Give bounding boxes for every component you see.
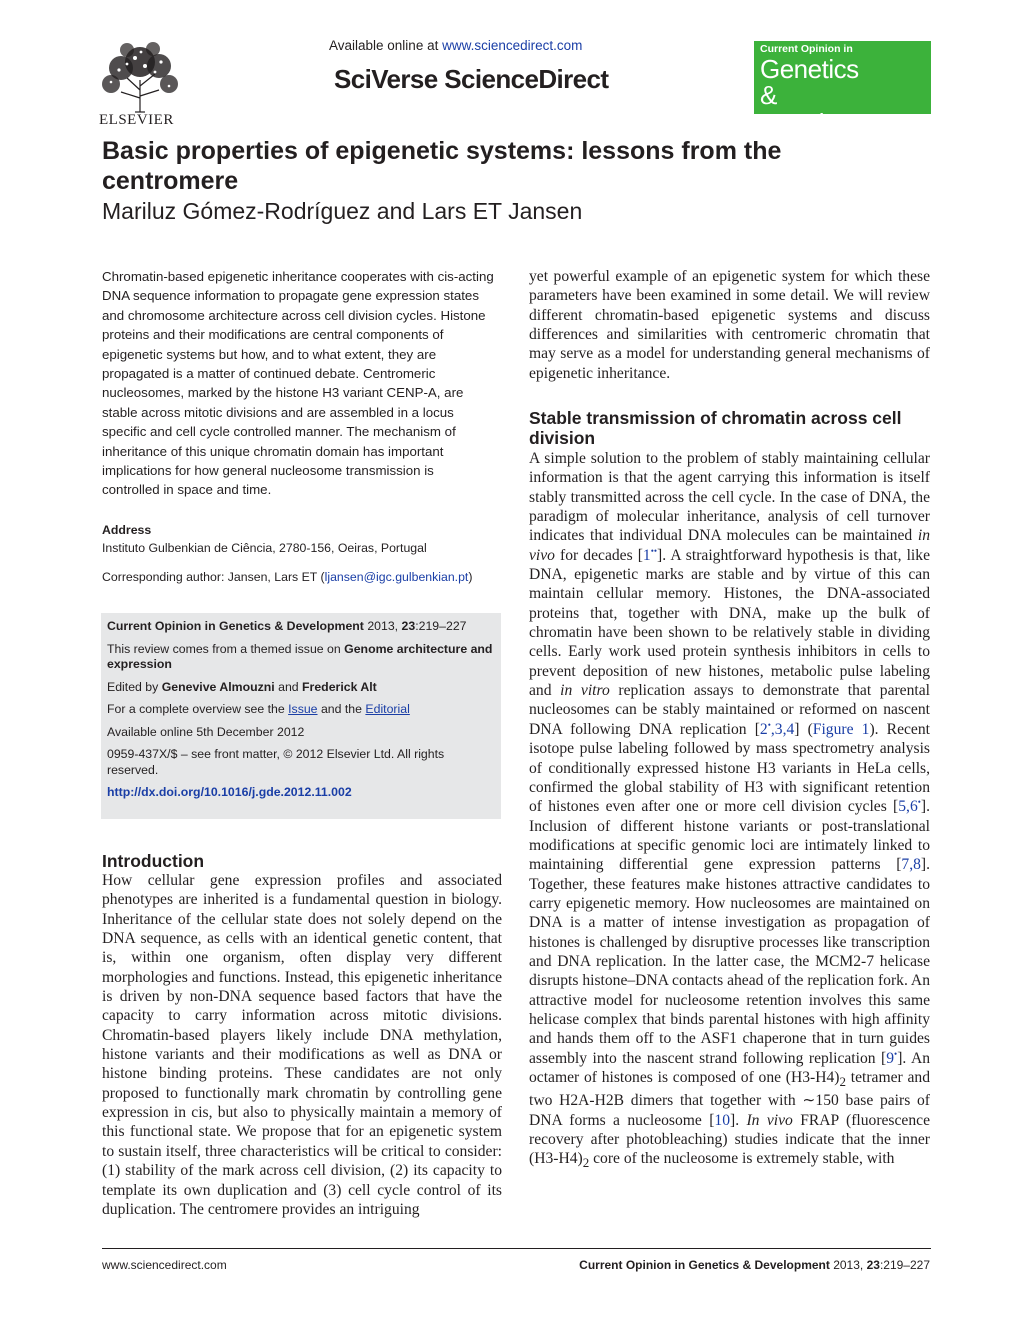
text-segment: A simple solution to the problem of stably maintaining cellular information is that the agent carrying this information is itself stably transmitted across the cell cycle. In the case of DNA, the paradigm of molecular inheritance, analysis of cell turnover indicates that individual DNA molecules can be maintained xyxy=(529,450,930,545)
stable-transmission-heading: Stable transmission of chromatin across cell division xyxy=(529,408,902,448)
theme-prefix: This review comes from a themed issue on xyxy=(107,641,345,656)
footer-divider xyxy=(102,1248,931,1249)
text-segment: replication assays to demonstrate that parental nucleosomes can be stably maintained or reformed on nascent DNA following DNA replication [ xyxy=(529,682,930,738)
editor-1: Genevive Almouzni xyxy=(161,679,275,694)
journal-logo xyxy=(754,41,931,138)
overview-mid: and the xyxy=(317,702,366,716)
reference-link[interactable]: 2 xyxy=(759,720,768,738)
footer-citation xyxy=(579,1258,930,1272)
corresponding-suffix: ) xyxy=(468,570,473,584)
text-segment: ]. Together, these features make histones attractive candidates to carry epigenetic memory. How nucleosomes are maintained on DNA is a matter of intense investigation as propagation of histones is challenged by disruptive processes like transcription and DNA replication. In the latter case, the MCM2-7 helicase disrupts histone–DNA contacts ahead of the replication fork. An attractive model for nucleosome retention involves this same helicase complex that binds parental histones with high affinity and hands them off to the ASF1 chaperone that in turn guides assembly into the nascent strand following replication [ xyxy=(529,856,930,1067)
subscript: 2 xyxy=(839,1074,847,1090)
available-online-line xyxy=(329,38,582,53)
journal-logo-line2: Genetics xyxy=(760,54,859,84)
editors-row xyxy=(107,680,495,696)
corresponding-prefix: Corresponding author: Jansen, Lars ET ( xyxy=(102,570,325,584)
address-text: Instituto Gulbenkian de Ciência, 2780-156, Oeiras, Portugal xyxy=(102,541,427,555)
reference-marker: • xyxy=(894,1048,898,1059)
overview-row xyxy=(107,702,495,718)
article-info-box xyxy=(101,613,501,819)
copyright-notice: 0959-437X/$ – see front matter, © 2012 Elsevier Ltd. All rights reserved. xyxy=(107,747,445,777)
text-segment: ]. xyxy=(730,1111,747,1129)
edited-prefix: Edited by xyxy=(107,679,162,694)
footer-year: 2013, xyxy=(829,1258,867,1272)
introduction-text xyxy=(102,871,502,1219)
article-authors: Mariluz Gómez-Rodríguez and Lars ET Jansen xyxy=(102,198,583,224)
publisher-name: ELSEVIER xyxy=(99,112,174,128)
overview-prefix: For a complete overview see the xyxy=(107,702,289,716)
stable-transmission-text xyxy=(529,449,930,1173)
reference-link[interactable]: ,3,4 xyxy=(770,720,795,738)
reference-link[interactable]: 5,6 xyxy=(898,798,918,816)
platform-name: SciVerse ScienceDirect xyxy=(334,64,609,94)
figure-link[interactable]: Figure 1 xyxy=(812,720,870,738)
info-journal: Current Opinion in Genetics & Development xyxy=(107,619,364,633)
footer-website[interactable]: www.sciencedirect.com xyxy=(102,1258,227,1272)
editor-2: Frederick Alt xyxy=(302,679,377,694)
continued-paragraph: yet powerful example of an epigenetic system for which these parameters have been examined in some detail. We will review different chromatin-based epigenetic systems and discuss differences and similarities with centromeric chromatin that may serve as a model for understanding general mechanisms of epigenetic inheritance. xyxy=(529,268,930,382)
issue-link[interactable]: Issue xyxy=(288,702,318,716)
text-segment: ] ( xyxy=(794,720,813,738)
text-segment: ). Recent isotope pulse labeling followed by mass spectrometry analysis of conditionally expressed histone H3 variants in HeLa cells, confirmed the global stability of H3 with significant retention of histones even after one or more cell division cycles [ xyxy=(529,720,930,816)
corresponding-author xyxy=(102,568,502,586)
introduction-paragraph: How cellular gene expression profiles and associated phenotypes are inherited is a fundamental question in biology. Inheritance of the cellular state does not solely depend on the DNA sequence, as cells with an identical genetic content, that is, within one organism, often display very different morphologies and functions. Instead, this epigenetic inheritance is driven by non-DNA sequence based factors that have the capacity to carry information across mitotic divisions. Chromatin-based players likely include DNA methylation, histone variants and their modifications as well as DNA or histone binding proteins. These candidates are not only proposed to functionally mark chromatin by controlling gene expression in cis, but also to physically maintain a memory of this functional state. We propose that for an epigenetic system to sustain itself, three characteristics will be critical to consider: (1) stability of the mark across cell division, (2) its capacity to template its own duplication and (3) cell cycle control of its duplication. The centromere provides an intriguing xyxy=(102,872,502,1218)
reference-link[interactable]: 7,8 xyxy=(901,856,921,874)
text-segment: ]. Inclusion of different histone variants or post-translational modifications at specific genomic loci are intimately linked to maintaining differential gene expression patterns [ xyxy=(529,798,930,874)
info-year: 2013, xyxy=(363,619,402,633)
right-column-continued-text xyxy=(529,267,930,383)
info-volume: 23 xyxy=(401,619,416,633)
reference-link[interactable]: 9 xyxy=(886,1049,895,1067)
text-segment: for decades [ xyxy=(554,546,643,564)
doi-link[interactable]: http://dx.doi.org/10.1016/j.gde.2012.11.002 xyxy=(107,785,352,799)
editors-and: and xyxy=(274,679,303,694)
reference-link[interactable]: 10 xyxy=(714,1111,731,1129)
abstract: Chromatin-based epigenetic inheritance cooperates with cis-acting DNA sequence information to propagate gene expression states and chromosome architecture across cell division cycles. Histone proteins and their modifications are central components of epigenetic systems but how, and to what extent, they are propagated is a matter of continued debate. Centromeric nucleosomes, marked by the histone H3 variant CENP-A, are stable across mitotic divisions and are assembled in a locus specific and cell cycle controlled manner. The mechanism of inheritance of this unique chromatin domain has important implications for how general nucleosome transmission is controlled in space and time. xyxy=(102,269,494,498)
italic-term: In vivo xyxy=(746,1111,793,1129)
article-title: Basic properties of epigenetic systems: lessons from the centromere xyxy=(102,137,782,195)
address-heading: Address xyxy=(102,523,152,537)
italic-term: in vitro xyxy=(560,682,610,700)
reference-marker: •• xyxy=(650,545,658,556)
theme-name: Genome architecture and expression xyxy=(107,641,493,671)
reference-marker: • xyxy=(767,719,771,730)
text-segment: ]. An octamer of histones is composed of one (H3-H4) xyxy=(529,1049,930,1086)
footer-volume: 23 xyxy=(866,1258,880,1272)
text-segment: ]. A straightforward hypothesis is that, like DNA, epigenetic marks are stable and by virtue of this can maintain cellular memory. Histones, the DNA-associated proteins that, together with DNA, make up the bulk of chromatin have been shown to be relatively stable in dividing cells. Early work used protein synthesis inhibitors in cells to prevent deposition of new histones, metabolic pulse labeling and xyxy=(529,546,930,700)
subscript: 2 xyxy=(582,1155,590,1171)
text-segment: FRAP (fluorescence recovery after photobleaching) studies indicate that the inner (H3-H4) xyxy=(529,1111,930,1168)
footer-journal: Current Opinion in Genetics & Development xyxy=(579,1258,830,1272)
available-prefix: Available online at xyxy=(329,38,443,53)
text-segment: tetramer and two H2A-H2B dimers that together with ∼150 base pairs of DNA forms a nucleosome [ xyxy=(529,1069,931,1129)
reference-link[interactable]: 1 xyxy=(642,546,651,564)
journal-logo-line1: Current Opinion in xyxy=(760,43,853,55)
footer-pages: :219–227 xyxy=(879,1258,930,1272)
reference-marker: • xyxy=(917,797,921,807)
email-link[interactable]: ljansen@igc.gulbenkian.pt xyxy=(324,570,469,584)
doi-row xyxy=(107,785,495,801)
theme-row xyxy=(107,642,495,673)
text-segment: core of the nucleosome is extremely stable, with xyxy=(589,1150,895,1168)
italic-term: in vivo xyxy=(529,527,930,564)
introduction-heading: Introduction xyxy=(102,851,205,871)
journal-logo-line3: & Development xyxy=(760,80,908,138)
available-online-date: Available online 5th December 2012 xyxy=(107,724,305,739)
address-block xyxy=(102,521,494,557)
citation-row xyxy=(107,619,495,635)
stable-transmission-paragraph xyxy=(529,449,930,1173)
editorial-link[interactable]: Editorial xyxy=(365,702,410,716)
sciencedirect-link[interactable]: www.sciencedirect.com xyxy=(442,38,583,53)
info-pages: :219–227 xyxy=(415,619,467,633)
